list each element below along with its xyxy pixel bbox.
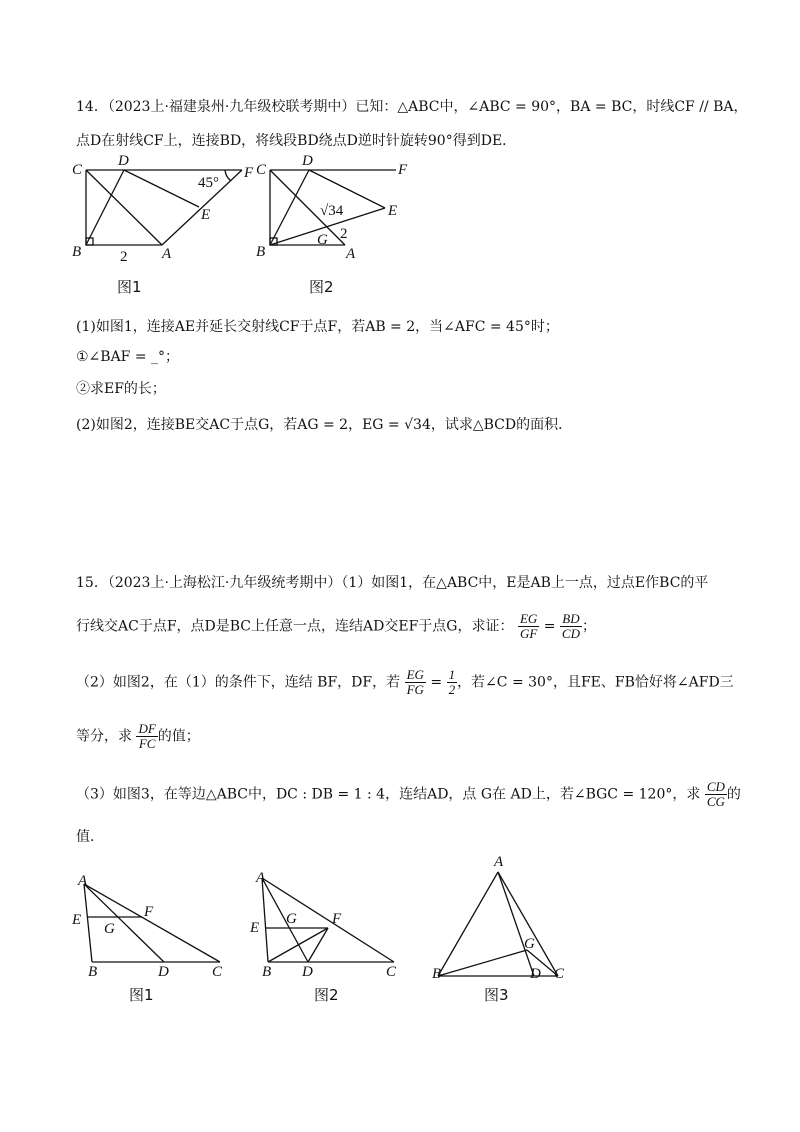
- q15-source: （2023上·上海松江·九年级统考期中）: [107, 575, 342, 591]
- label-len: 2: [340, 226, 348, 242]
- q15-text-3a: （2）如图2，在（1）的条件下，连结 BF，DF，若: [76, 674, 401, 691]
- label-D: D: [118, 153, 129, 169]
- label-A: A: [346, 246, 356, 262]
- label-C: C: [554, 966, 565, 980]
- fraction-bd-cd: $\frac{BD}{CD}$: [561, 611, 580, 641]
- q14-part1b: ②求EF的长；: [76, 381, 166, 397]
- label-E: E: [250, 920, 260, 936]
- label-A: A: [162, 246, 172, 262]
- label-A: A: [256, 870, 266, 886]
- label-D: D: [302, 153, 313, 169]
- q14-fig1-caption: 图1: [117, 278, 142, 296]
- label-E: E: [72, 912, 82, 928]
- fraction-df-fc: $\frac{DF}{FC}$: [138, 721, 156, 751]
- label-B: B: [432, 966, 442, 980]
- label-len: 2: [120, 249, 128, 265]
- q15-fig3-caption: 图3: [484, 986, 509, 1004]
- q14-part2: (2)如图2，连接BE交AC于点G，若AG = 2，EG = √34，试求△BCD的面积．: [76, 417, 573, 433]
- fraction-eg-fg: $\frac{EG}{FG}$: [406, 667, 424, 697]
- label-E: E: [201, 207, 211, 223]
- q15-line1: [76, 572, 708, 592]
- q15-fig2-caption: 图2: [314, 986, 339, 1004]
- label-C: C: [386, 964, 397, 980]
- label-B: B: [262, 964, 272, 980]
- label-G: G: [286, 911, 297, 927]
- q14-line1: [76, 96, 748, 116]
- label-G: G: [317, 232, 328, 248]
- label-A: A: [494, 854, 504, 870]
- label-F: F: [144, 904, 154, 920]
- label-F: F: [398, 162, 408, 178]
- label-C: C: [256, 162, 267, 178]
- q15-line4: 等分，求 $\frac{DF}{FC}$ 的值；: [76, 721, 200, 751]
- q14-text-1: 已知：△ABC中，∠ABC = 90°，BA = BC，时线CF // BA，: [355, 99, 748, 115]
- q14-source: （2023上·福建泉州·九年级校联考期中）: [107, 99, 356, 115]
- q15-text-1: （1）如图1，在△ABC中，E是AB上一点，过点E作BC的平: [341, 575, 709, 591]
- label-A: A: [78, 873, 88, 889]
- q15-number: 15．: [76, 575, 108, 591]
- label-B: B: [72, 244, 82, 260]
- q14-line2: 点D在射线CF上，连接BD，将线段BD绕点D逆时针旋转90°得到DE．: [76, 133, 517, 149]
- q15-line2: 行线交AC于点F，点D是BC上任意一点，连结AD交EF于点G，求证： $\frac{EG}{GF}$ = $\frac{BD}{CD}$ ；: [76, 611, 596, 641]
- label-angle: 45°: [198, 175, 219, 191]
- q14-number: 14．: [76, 99, 108, 115]
- q15-figure-3: [424, 850, 584, 984]
- q14-part1: (1)如图1，连接AE并延长交射线CF于点F，若AB = 2，当∠AFC = 45°时；: [76, 319, 559, 335]
- label-sqrt34: √34: [320, 203, 344, 219]
- fraction-cd-cg: $\frac{CD}{CG}$: [706, 779, 725, 809]
- label-B: B: [256, 244, 266, 260]
- q14-figure-2: [254, 152, 424, 271]
- q14-fig2-caption: 图2: [309, 278, 334, 296]
- label-E: E: [388, 203, 398, 219]
- q15-text-2: 行线交AC于点F，点D是BC上任意一点，连结AD交EF于点G，求证：: [76, 618, 514, 635]
- label-D: D: [158, 964, 169, 980]
- q14-part1a: ①∠BAF = _°；: [76, 349, 180, 365]
- label-D: D: [302, 964, 313, 980]
- label-F: F: [244, 165, 254, 181]
- q15-fig1-caption: 图1: [129, 986, 154, 1004]
- q15-figure-2: [244, 862, 414, 986]
- fraction-1-2: $\frac{1}{2}$: [448, 667, 456, 697]
- q15-text-3b: ，若∠C = 30°，且FE、FB恰好将∠AFD三: [457, 674, 734, 691]
- label-G: G: [524, 936, 535, 952]
- label-B: B: [88, 964, 98, 980]
- q15-figure-1: [64, 862, 244, 986]
- q15-line5: （3）如图3，在等边△ABC中，DC : DB = 1 : 4，连结AD，点 G在 AD上，若∠BGC = 120°，求 $\frac{CD}{CG}$ 的: [76, 779, 741, 809]
- label-G: G: [104, 921, 115, 937]
- fraction-eg-gf: $\frac{EG}{GF}$: [519, 611, 538, 641]
- label-C: C: [212, 964, 223, 980]
- q14-figure-1: [70, 152, 260, 271]
- q15-line6: 值．: [76, 829, 104, 845]
- label-D: D: [530, 966, 541, 980]
- label-F: F: [332, 911, 342, 927]
- label-C: C: [72, 162, 83, 178]
- q15-line3: （2）如图2，在（1）的条件下，连结 BF，DF，若 $\frac{EG}{FG}$ = $\frac{1}{2}$ ，若∠C = 30°，且FE、FB恰好将∠AFD三: [76, 667, 734, 697]
